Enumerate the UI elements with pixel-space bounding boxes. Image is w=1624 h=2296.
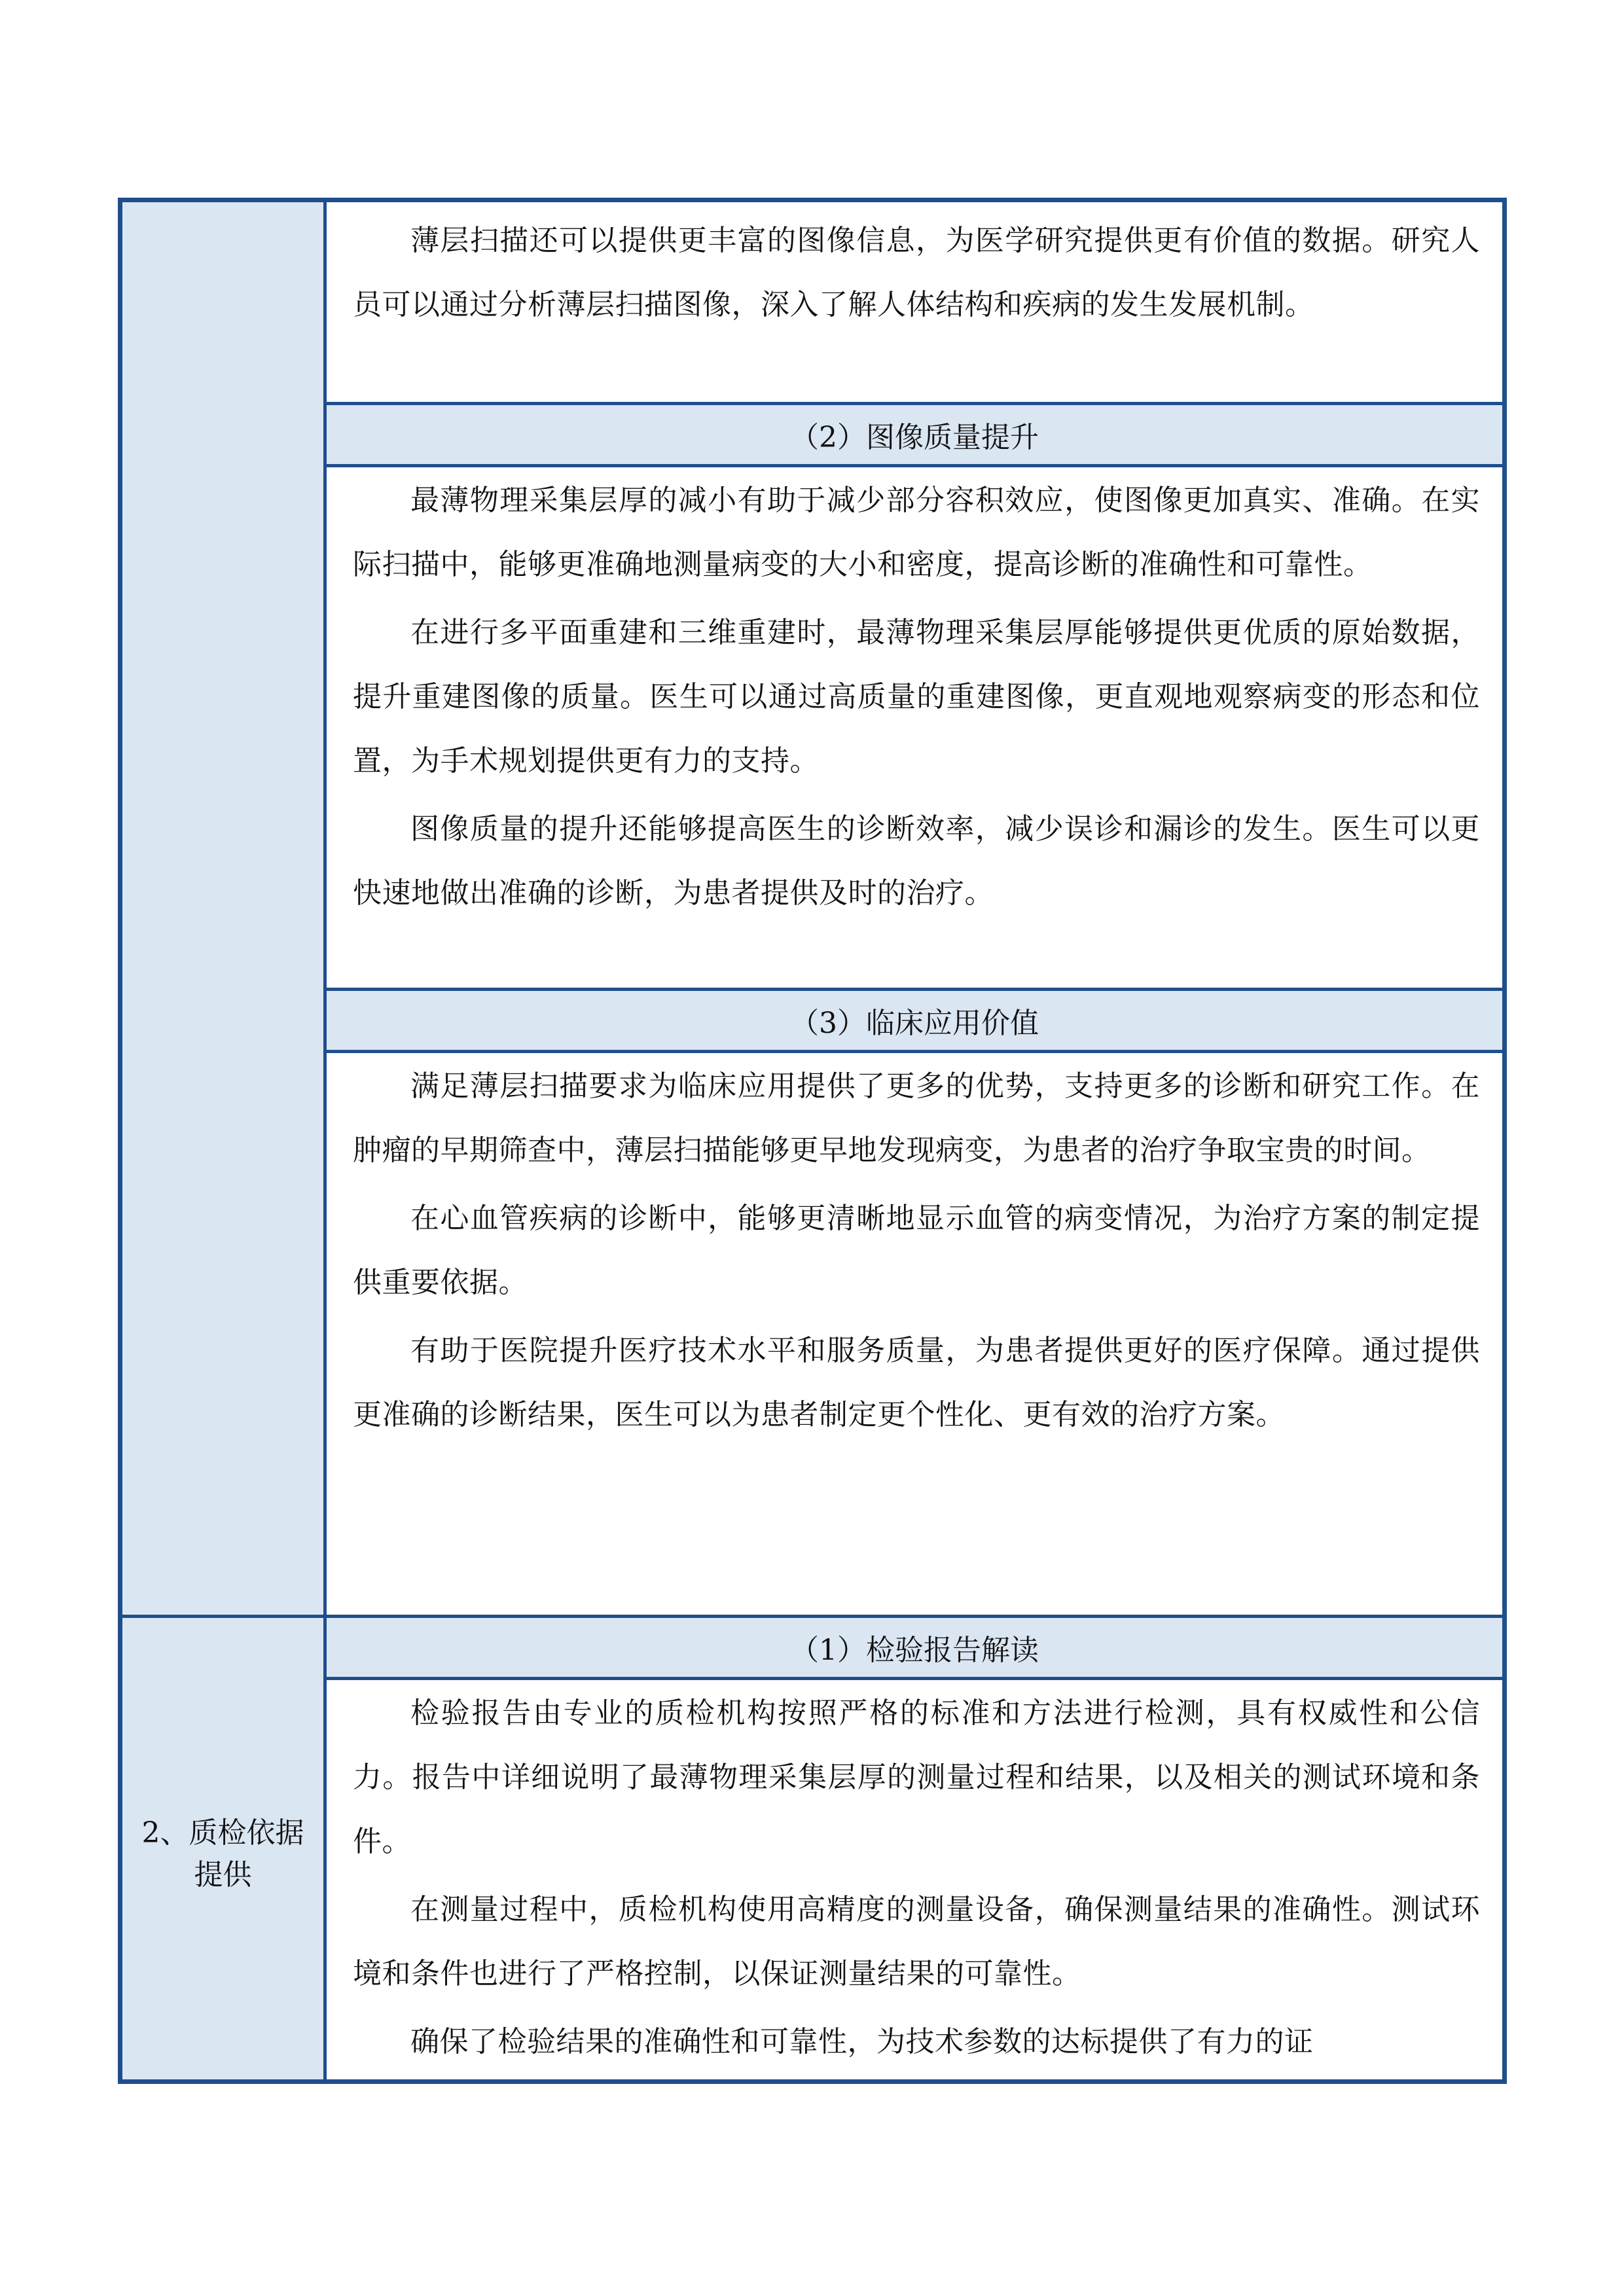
content-block-thin-scan (327, 202, 1502, 402)
document-table (118, 198, 1507, 2084)
left-label-column (122, 202, 327, 2079)
content-block-image-quality (327, 467, 1502, 988)
paragraph: 有助于医院提升医疗技术水平和服务质量，为患者提供更好的医疗保障。通过提供更准确的诊断结果，医生可以为患者制定更个性化、更有效的治疗方案。 (353, 1334, 1480, 1431)
left-row-divider (122, 1615, 327, 1618)
section-label-quality-basis: 2、质检依据提供 (141, 1816, 304, 1892)
section-header-report-interpretation: （1）检验报告解读 (327, 1615, 1502, 1680)
paragraph: 检验报告由专业的质检机构按照严格的标准和方法进行检测，具有权威性和公信力。报告中详细说明了最薄物理采集层厚的测量过程和结果，以及相关的测试环境和条件。 (353, 1696, 1480, 1858)
paragraph: 满足薄层扫描要求为临床应用提供了更多的优势，支持更多的诊断和研究工作。在肿瘤的早期筛查中，薄层扫描能够更早地发现病变，为患者的治疗争取宝贵的时间。 (353, 1069, 1480, 1167)
paragraph: 在测量过程中，质检机构使用高精度的测量设备，确保测量结果的准确性。测试环境和条件也进行了严格控制，以保证测量结果的可靠性。 (353, 1893, 1480, 1990)
paragraph: 图像质量的提升还能够提高医生的诊断效率，减少误诊和漏诊的发生。医生可以更快速地做出准确的诊断，为患者提供及时的治疗。 (353, 812, 1480, 910)
right-content-column (327, 202, 1502, 2079)
section-header-image-quality: （2）图像质量提升 (327, 402, 1502, 467)
paragraph: 确保了检验结果的准确性和可靠性，为技术参数的达标提供了有力的证 (410, 2025, 1314, 2058)
section-header-clinical-value: （3）临床应用价值 (327, 988, 1502, 1053)
content-block-clinical-value (327, 1053, 1502, 1615)
paragraph: 最薄物理采集层厚的减小有助于减少部分容积效应，使图像更加真实、准确。在实际扫描中，能够更准确地测量病变的大小和密度，提高诊断的准确性和可靠性。 (353, 484, 1480, 581)
paragraph: 在进行多平面重建和三维重建时，最薄物理采集层厚能够提供更优质的原始数据，提升重建图像的质量。医生可以通过高质量的重建图像，更直观地观察病变的形态和位置，为手术规划提供更有力的支持。 (353, 616, 1480, 778)
paragraph: 薄层扫描还可以提供更丰富的图像信息，为医学研究提供更有价值的数据。研究人员可以通过分析薄层扫描图像，深入了解人体结构和疾病的发生发展机制。 (353, 224, 1480, 321)
content-block-report-interpretation (327, 1680, 1502, 2079)
paragraph: 在心血管疾病的诊断中，能够更清晰地显示血管的病变情况，为治疗方案的制定提供重要依据。 (353, 1202, 1480, 1299)
